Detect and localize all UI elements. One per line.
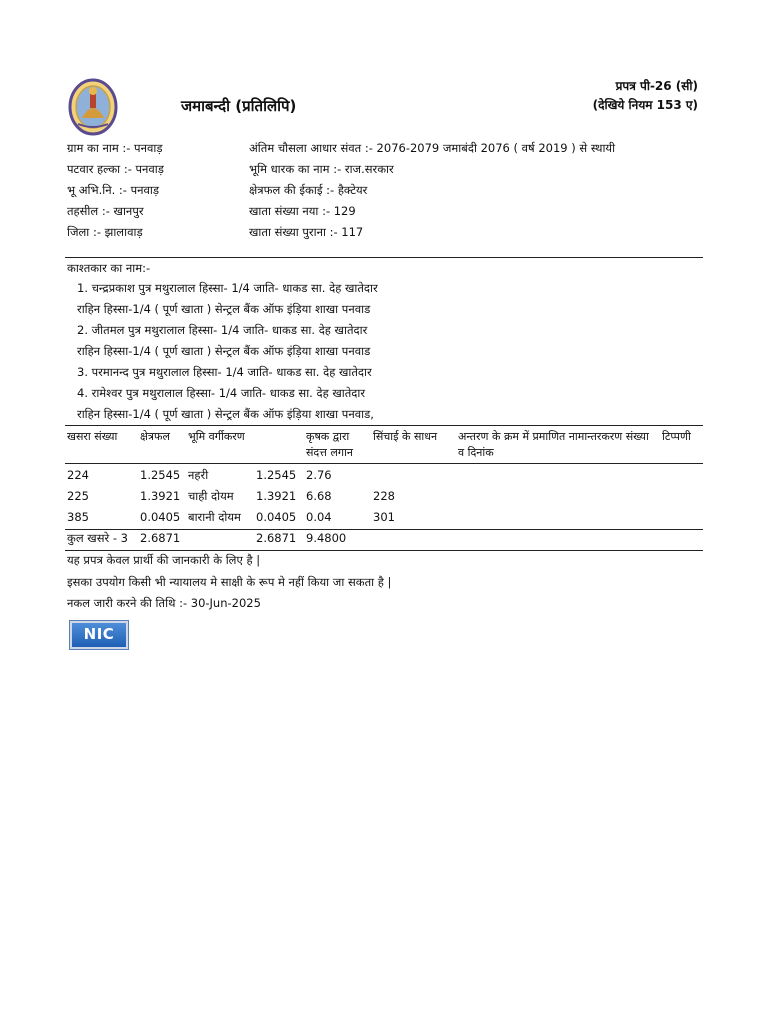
cultivator-line: राहिन हिस्सा-1/4 ( पूर्ण खाता ) सेन्ट्रल बैंक ऑफ इंड़िया शाखा पनवाड,	[77, 407, 374, 421]
divider-total-top	[65, 529, 703, 530]
cell-irrigation: 228	[373, 489, 395, 503]
village-name: ग्राम का नाम :- पनवाड़	[67, 141, 163, 155]
account-number-new: खाता संख्या नया :- 129	[249, 204, 356, 218]
cell-khasra: 385	[67, 510, 89, 524]
cell-rent: 2.76	[306, 468, 332, 482]
cell-irrigation: 301	[373, 510, 395, 524]
col-header-rent: कृषक द्वारा संदत्त लगान	[306, 430, 353, 459]
total-rent: 9.4800	[306, 531, 347, 545]
cell-area: 1.2545	[140, 468, 181, 482]
court-use-note: इसका उपयोग किसी भी न्यायालय मे साक्षी के रूप मे नहीं किया जा सकता है |	[67, 575, 392, 589]
area-unit: क्षेत्रफल की ईकाई :- हैक्टेयर	[249, 183, 368, 197]
cell-class-area: 1.2545	[256, 468, 297, 482]
cultivator-line: 3. परमानन्द पुत्र मथुरालाल हिस्सा- 1/4 जाति- धाकड सा. देह खातेदार	[77, 365, 372, 379]
issue-date: नकल जारी करने की तिथि :- 30-Jun-2025	[67, 596, 261, 610]
col-header-khasra: खसरा संख्या	[67, 430, 118, 443]
account-number-old: खाता संख्या पुराना :- 117	[249, 225, 364, 239]
cell-land-class: बारानी दोयम	[188, 510, 241, 524]
cell-khasra: 224	[67, 468, 89, 482]
total-label: कुल खसरे - 3	[67, 531, 128, 545]
cultivator-line: राहिन हिस्सा-1/4 ( पूर्ण खाता ) सेन्ट्रल बैंक ऑफ इंड़िया शाखा पनवाड	[77, 344, 371, 358]
divider-table-top	[65, 425, 703, 426]
cell-area: 1.3921	[140, 489, 181, 503]
cultivator-line: राहिन हिस्सा-1/4 ( पूर्ण खाता ) सेन्ट्रल बैंक ऑफ इंड़िया शाखा पनवाड	[77, 302, 371, 316]
cell-khasra: 225	[67, 489, 89, 503]
settlement-year: अंतिम चौसला आधार संवत :- 2076-2079 जमाबंदी 2076 ( वर्ष 2019 ) से स्थायी	[249, 141, 616, 155]
total-class-area: 2.6871	[256, 531, 297, 545]
col-header-irrigation: सिंचाई के साधन	[373, 430, 438, 443]
divider-header-bottom	[65, 463, 703, 464]
patwar-circle: पटवार हल्का :- पनवाड़	[67, 162, 164, 176]
land-holder-name: भूमि धारक का नाम :- राज.सरकार	[249, 162, 394, 176]
land-record-inspector: भू अभि.नि. :- पनवाड़	[67, 183, 160, 197]
cell-land-class: नहरी	[188, 468, 209, 482]
cell-class-area: 1.3921	[256, 489, 297, 503]
total-area: 2.6871	[140, 531, 181, 545]
col-header-land-class: भूमि वर्गीकरण	[188, 430, 245, 443]
divider-top	[65, 257, 703, 258]
cultivator-line: 1. चन्द्रप्रकाश पुत्र मथुरालाल हिस्सा- 1/4 जाति- धाकड सा. देह खातेदार	[77, 281, 378, 295]
cultivator-line: 2. जीतमल पुत्र मथुरालाल हिस्सा- 1/4 जाति- धाकड सा. देह खातेदार	[77, 323, 368, 337]
form-number: प्रपत्र पी-26 (सी)	[615, 79, 698, 93]
disclaimer-note: यह प्रपत्र केवल प्रार्थी की जानकारी के लिए है |	[67, 553, 261, 567]
col-header-mutation: अन्तरण के क्रम में प्रमाणित नामान्तरकरण संख्या व दिनांक	[458, 430, 649, 459]
nic-logo: NIC	[70, 621, 128, 649]
cell-class-area: 0.0405	[256, 510, 297, 524]
page-title: जमाबन्दी (प्रतिलिपि)	[181, 97, 297, 115]
cultivators-heading: काश्तकार का नाम:-	[67, 261, 151, 275]
divider-total-bottom	[65, 550, 703, 551]
cultivator-line: 4. रामेश्वर पुत्र मथुरालाल हिस्सा- 1/4 जाति- धाकड सा. देह खातेदार	[77, 386, 366, 400]
col-header-remarks: टिप्पणी	[662, 430, 691, 443]
cell-area: 0.0405	[140, 510, 181, 524]
cell-rent: 6.68	[306, 489, 332, 503]
district: जिला :- झालावाड़	[67, 225, 143, 239]
cell-rent: 0.04	[306, 510, 332, 524]
cell-land-class: चाही दोयम	[188, 489, 234, 503]
tehsil: तहसील :- खानपुर	[67, 204, 144, 218]
col-header-area: क्षेत्रफल	[140, 430, 170, 443]
rajasthan-emblem-seal	[68, 78, 118, 136]
rule-reference: (देखिये नियम 153 ए)	[592, 98, 698, 112]
